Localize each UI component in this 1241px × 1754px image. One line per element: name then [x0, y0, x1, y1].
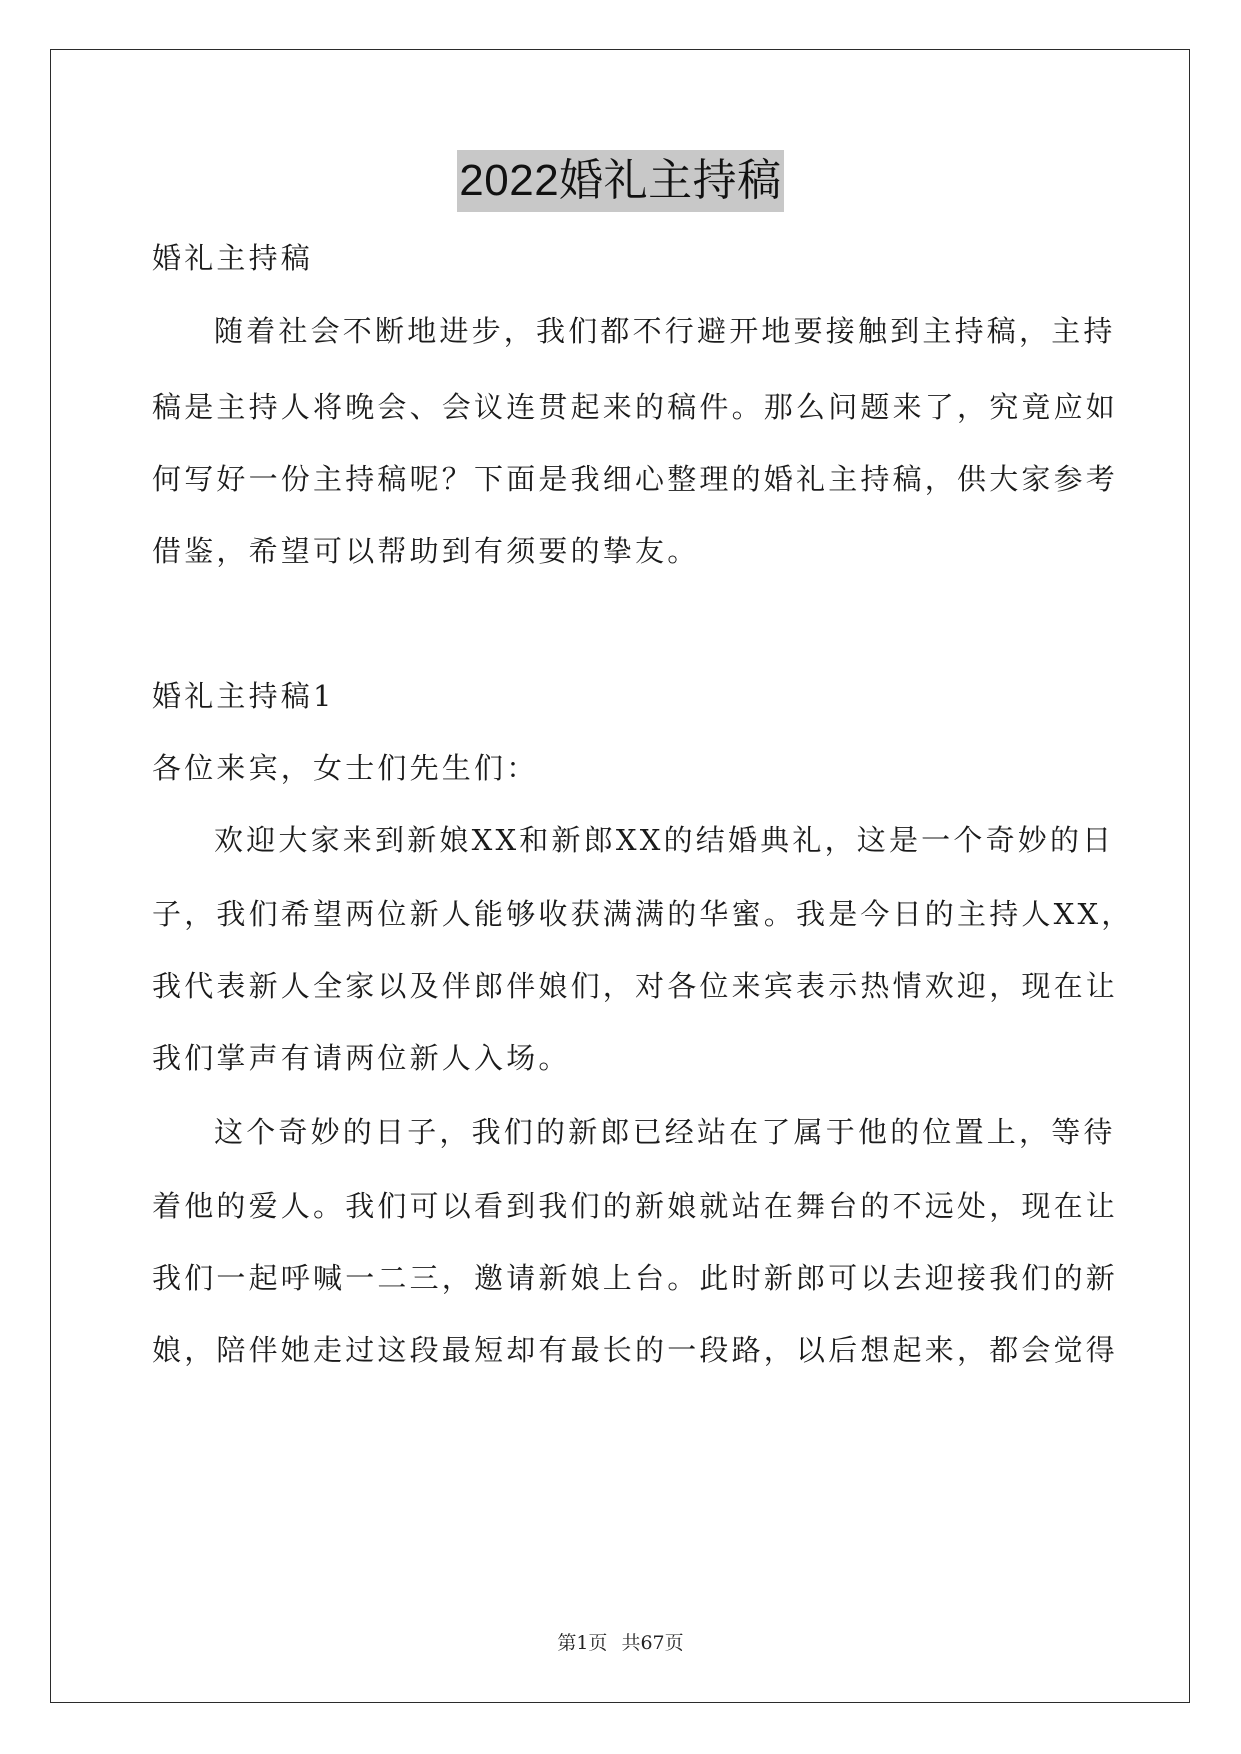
salutation-line: 各位来宾，女士们先生们：	[152, 751, 539, 785]
page-number: 第1页	[557, 1632, 608, 1654]
page-footer	[0, 1628, 1241, 1655]
paragraph-line: 娘，陪伴她走过这段最短却有最长的一段路，以后想起来，都会觉得	[152, 1333, 1119, 1367]
paragraph-line: 我代表新人全家以及伴郎伴娘们，对各位来宾表示热情欢迎，现在让	[152, 969, 1119, 1003]
paragraph-line: 何写好一份主持稿呢？下面是我细心整理的婚礼主持稿，供大家参考	[152, 462, 1119, 496]
page-total: 共67页	[621, 1632, 684, 1654]
page-border	[50, 49, 1190, 1703]
paragraph-line: 稿是主持人将晚会、会议连贯起来的稿件。那么问题来了，究竟应如	[152, 390, 1119, 424]
section-heading: 婚礼主持稿	[152, 241, 314, 275]
paragraph-line: 着他的爱人。我们可以看到我们的新娘就站在舞台的不远处，现在让	[152, 1189, 1119, 1223]
paragraph-line: 借鉴，希望可以帮助到有须要的挚友。	[152, 534, 700, 568]
paragraph-line: 欢迎大家来到新娘XX和新郎XX的结婚典礼，这是一个奇妙的日	[214, 823, 1115, 857]
title-container	[0, 150, 1241, 212]
section-heading: 婚礼主持稿1	[152, 679, 335, 713]
paragraph-line: 这个奇妙的日子，我们的新郎已经站在了属于他的位置上，等待	[214, 1115, 1116, 1149]
paragraph-line: 子，我们希望两位新人能够收获满满的华蜜。我是今日的主持人XX，	[152, 897, 1134, 931]
paragraph-line: 我们掌声有请两位新人入场。	[152, 1041, 571, 1075]
paragraph-line: 随着社会不断地进步，我们都不行避开地要接触到主持稿，主持	[214, 314, 1116, 348]
document-title: 2022婚礼主持稿	[457, 150, 783, 212]
paragraph-line: 我们一起呼喊一二三，邀请新娘上台。此时新郎可以去迎接我们的新	[152, 1261, 1119, 1295]
